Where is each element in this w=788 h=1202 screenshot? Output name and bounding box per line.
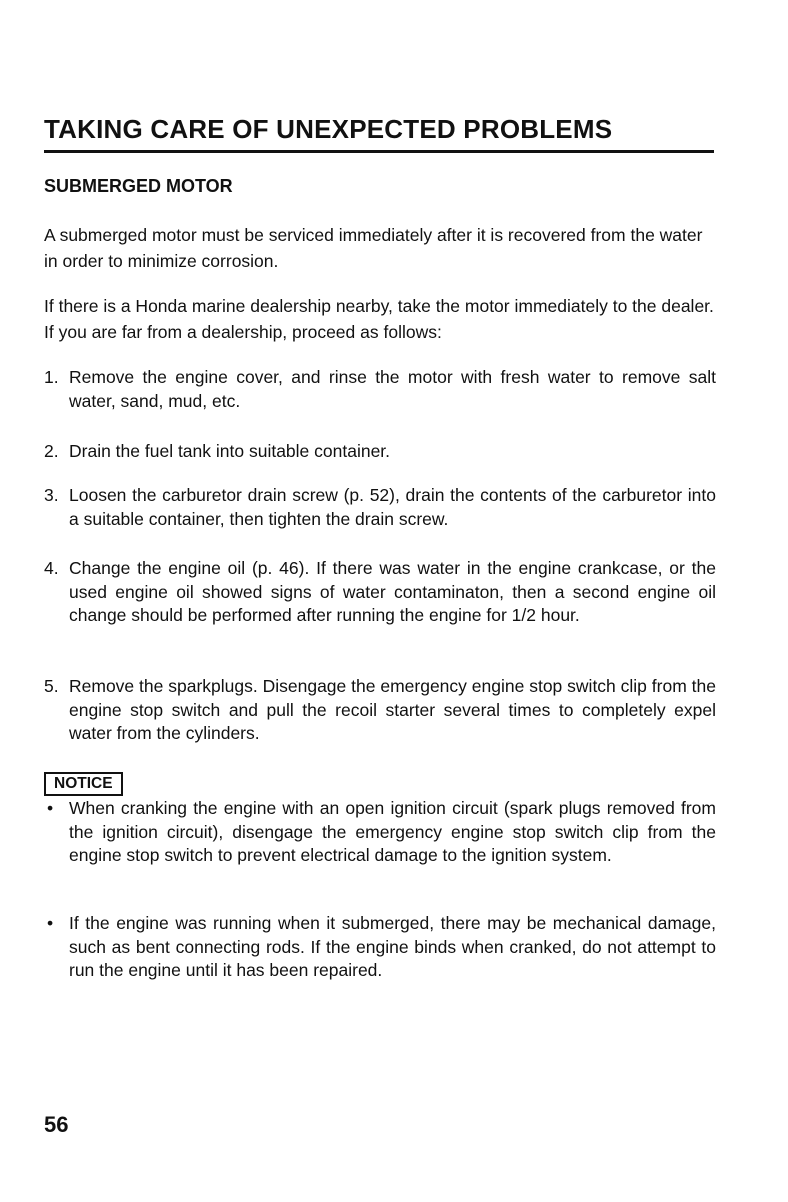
step-text: Drain the fuel tank into suitable container. [69, 441, 391, 461]
notice-bullet-text: When cranking the engine with an open ignition circuit (spark plugs removed from the ignition circuit), disengage the emergency engine stop switch clip from the engine stop switch to prevent electrical damage to the ignition system. [69, 798, 716, 865]
notice-bullet-item [44, 912, 716, 983]
step-item [44, 484, 716, 531]
intro-paragraph: A submerged motor must be serviced immediately after it is recovered from the water in order to minimize corrosion. [44, 225, 703, 271]
step-text: Loosen the carburetor drain screw (p. 52), drain the contents of the carburetor into a suitable container, then tighten the drain screw. [69, 485, 716, 529]
section-title: SUBMERGED MOTOR [44, 176, 233, 196]
bullet-icon: • [47, 913, 54, 933]
step-number: 3. [44, 485, 59, 505]
step-item [44, 557, 716, 628]
title-underline [44, 150, 714, 153]
step-number: 5. [44, 676, 59, 696]
step-text: Remove the engine cover, and rinse the motor with fresh water to remove salt water, sand, mud, etc. [69, 367, 716, 411]
step-item [44, 366, 716, 413]
step-item [44, 440, 716, 464]
notice-bullet-item [44, 797, 716, 868]
step-item [44, 675, 716, 746]
step-number: 1. [44, 367, 59, 387]
step-text: Change the engine oil (p. 46). If there was water in the engine crankcase, or the used engine oil showed signs of water contaminaton, then a second engine oil change should be performed after running the engine for 1/2 hour. [69, 558, 716, 625]
dealer-paragraph: If there is a Honda marine dealership nearby, take the motor immediately to the dealer. If you are far from a dealership, proceed as follows: [44, 296, 714, 342]
notice-bullet-text: If the engine was running when it submerged, there may be mechanical damage, such as bent connecting rods. If the engine binds when cranked, do not attempt to run the engine until it has been repaired. [69, 913, 716, 980]
notice-label: NOTICE [44, 772, 123, 796]
page-number: 56 [44, 1112, 69, 1137]
page-title: TAKING CARE OF UNEXPECTED PROBLEMS [44, 114, 613, 144]
step-number: 4. [44, 558, 59, 578]
step-number: 2. [44, 441, 59, 461]
step-text: Remove the sparkplugs. Disengage the emergency engine stop switch clip from the engine stop switch and pull the recoil starter several times to completely expel water from the cylinders. [69, 676, 716, 743]
bullet-icon: • [47, 798, 54, 818]
